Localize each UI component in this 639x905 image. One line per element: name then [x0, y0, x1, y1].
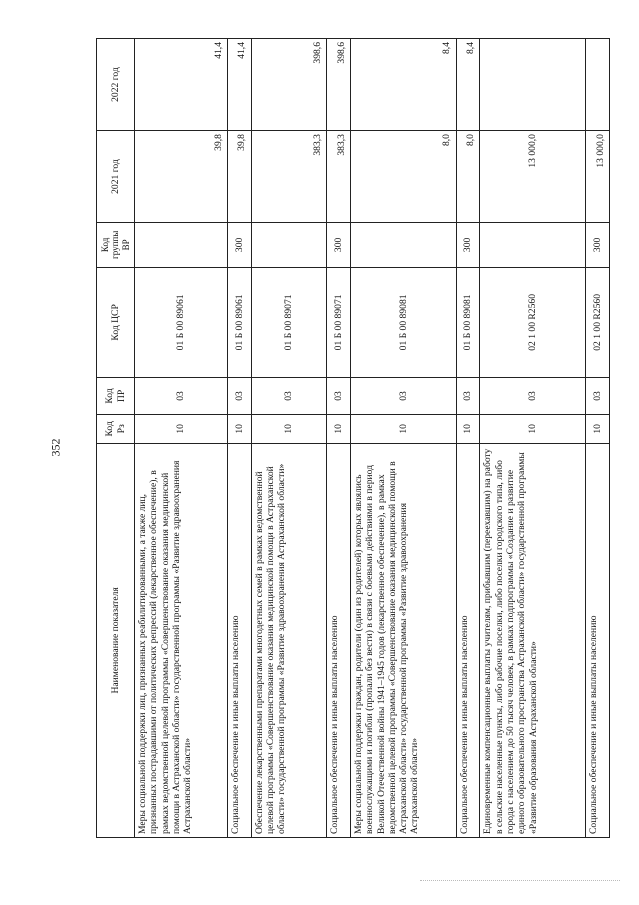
row-rz: 10 — [327, 414, 351, 443]
table-row — [327, 39, 351, 838]
header-csr: Код ЦСР — [97, 267, 135, 377]
header-2021: 2021 год — [97, 131, 135, 223]
row-pr: 03 — [327, 378, 351, 415]
row-vr: 300 — [586, 223, 610, 268]
row-2021: 383,3 — [327, 131, 351, 223]
row-pr: 03 — [350, 378, 456, 415]
header-name: Наименование показателя — [97, 443, 135, 837]
row-csr: 01 Б 00 89081 — [350, 267, 456, 377]
rotated-table-wrapper — [96, 38, 610, 838]
row-pr: 03 — [480, 378, 586, 415]
row-vr — [251, 223, 327, 268]
table-row — [586, 39, 610, 838]
table-row — [135, 39, 228, 838]
row-rz: 10 — [135, 414, 228, 443]
row-rz: 10 — [586, 414, 610, 443]
table-row — [456, 39, 480, 838]
row-csr: 01 Б 00 89071 — [327, 267, 351, 377]
row-name: Меры социальной поддержки лиц, признанных реабилитированными, а также лиц, признанных пострадавшими от политических репрессий (лекарственное обеспечение), в рамках ведомственной целевой программы «Совершенствование оказания медицинской помощи в Астраханской области» государственной программы «Развитие здравоохранения Астраханской области» — [135, 443, 228, 837]
row-rz: 10 — [227, 414, 251, 443]
header-2022: 2022 год — [97, 39, 135, 131]
budget-table — [96, 38, 610, 838]
row-2021: 8,0 — [456, 131, 480, 223]
row-2022 — [586, 39, 610, 131]
row-2022 — [480, 39, 586, 131]
table-row — [227, 39, 251, 838]
row-vr: 300 — [227, 223, 251, 268]
row-name: Меры социальной поддержки граждан, родители (один из родителей) которых являлись военнослужащими и погибли (пропали без вести) в связи с боевыми действиями в период Великой Отечественной войны 1941–1945 годов (лекарственное обеспечение), в рамках ведомственной целевой программы «Совершенствование оказания медицинской помощи в Астраханской области» государственной программы «Развитие здравоохранения Астраханской области» — [350, 443, 456, 837]
row-2021: 8,0 — [350, 131, 456, 223]
row-2021: 39,8 — [227, 131, 251, 223]
row-csr: 01 Б 00 89081 — [456, 267, 480, 377]
header-pr: Код ПР — [97, 378, 135, 415]
row-2022: 41,4 — [227, 39, 251, 131]
table-row — [480, 39, 586, 838]
table-row — [350, 39, 456, 838]
row-csr: 01 Б 00 89071 — [251, 267, 327, 377]
row-vr: 300 — [456, 223, 480, 268]
row-csr: 02 1 00 R2560 — [586, 267, 610, 377]
table-row — [251, 39, 327, 838]
row-pr: 03 — [227, 378, 251, 415]
row-vr — [480, 223, 586, 268]
row-csr: 01 Б 00 89061 — [135, 267, 228, 377]
row-vr: 300 — [327, 223, 351, 268]
header-rz: Код Рз — [97, 414, 135, 443]
row-vr — [350, 223, 456, 268]
row-pr: 03 — [251, 378, 327, 415]
row-2022: 8,4 — [456, 39, 480, 131]
header-vr: Код группы ВР — [97, 223, 135, 268]
row-rz: 10 — [456, 414, 480, 443]
row-2021: 39,8 — [135, 131, 228, 223]
row-pr: 03 — [135, 378, 228, 415]
row-rz: 10 — [251, 414, 327, 443]
row-pr: 03 — [586, 378, 610, 415]
row-rz: 10 — [480, 414, 586, 443]
row-rz: 10 — [350, 414, 456, 443]
row-2021: 13 000,0 — [480, 131, 586, 223]
row-name: Единовременные компенсационные выплаты учителям, прибывшим (переехавшим) на работу в сельские населенные пункты, либо рабочие поселки, либо поселки городского типа, либо города с населением до 50 тысяч человек, в рамках подпрограммы «Создание и развитие единого образовательного пространства Астраханской области» государственной программы «Развитие образования Астраханской области» — [480, 443, 586, 837]
row-csr: 01 Б 00 89061 — [227, 267, 251, 377]
row-2021: 13 000,0 — [586, 131, 610, 223]
table-header-row — [97, 39, 135, 838]
row-name: Обеспечение лекарственными препаратами многодетных семей в рамках ведомственной целевой программы «Совершенствование оказания медицинской помощи в Астраханской области» государственной программы «Развитие здравоохранения Астраханской области» — [251, 443, 327, 837]
row-name: Социальное обеспечение и иные выплаты населению — [327, 443, 351, 837]
row-name: Социальное обеспечение и иные выплаты населению — [586, 443, 610, 837]
scan-artifact-dots — [420, 880, 620, 883]
row-csr: 02 1 00 R2560 — [480, 267, 586, 377]
page-number: 352 — [48, 438, 63, 457]
row-vr — [135, 223, 228, 268]
row-2022: 398,6 — [327, 39, 351, 131]
row-2022: 8,4 — [350, 39, 456, 131]
row-name: Социальное обеспечение и иные выплаты населению — [227, 443, 251, 837]
row-pr: 03 — [456, 378, 480, 415]
row-2022: 398,6 — [251, 39, 327, 131]
row-name: Социальное обеспечение и иные выплаты населению — [456, 443, 480, 837]
row-2021: 383,3 — [251, 131, 327, 223]
row-2022: 41,4 — [135, 39, 228, 131]
